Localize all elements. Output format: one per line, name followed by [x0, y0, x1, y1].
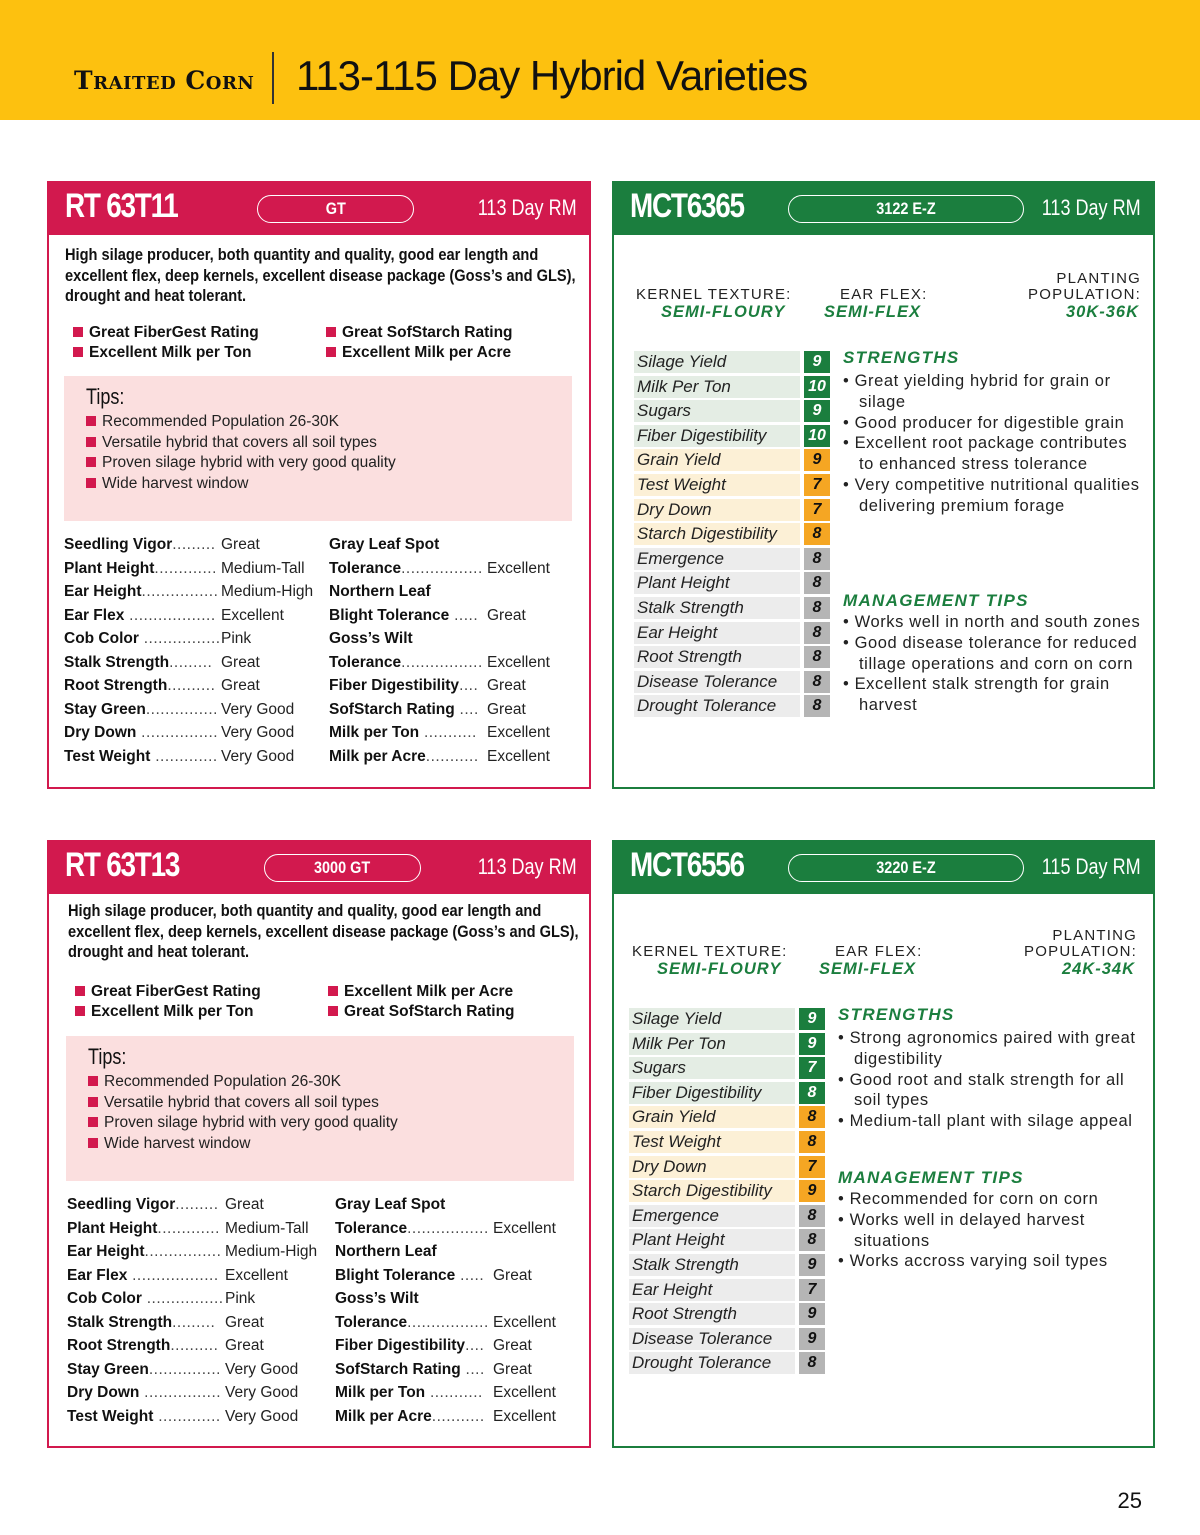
tip-item: Wide harvest window [88, 1134, 398, 1155]
stat-row: Ear Flex .................. Excellent [64, 606, 284, 624]
rating-row [629, 1155, 825, 1180]
bullet-square-icon [326, 327, 336, 337]
stat-row: Stalk Strength......... Great [64, 653, 260, 671]
relative-maturity: 113 Day RM [1042, 195, 1141, 220]
rating-score: 8 [799, 1352, 825, 1374]
kernel-texture-value: SEMI-FLOURY [661, 303, 786, 321]
rating-name: Sugars [634, 400, 800, 422]
rating-score: 8 [804, 548, 830, 570]
stat-row: Dry Down ................ Very Good [67, 1384, 299, 1401]
stat-row: Cob Color ................ Pink [67, 1290, 256, 1307]
bullet-square-icon [328, 1006, 338, 1016]
rating-row [634, 350, 830, 375]
rating-row [629, 1327, 825, 1352]
ratings-table [634, 350, 830, 719]
stat-row: SofStarch Rating .... Great [329, 700, 526, 718]
rating-row [629, 1253, 825, 1278]
feature-list-left [73, 323, 259, 363]
header-band [0, 0, 1200, 120]
rating-name: Plant Height [634, 572, 800, 594]
rating-score: 8 [804, 671, 830, 693]
relative-maturity: 115 Day RM [1042, 854, 1141, 879]
rating-row [634, 448, 830, 473]
rating-score: 7 [804, 474, 830, 496]
rating-name: Disease Tolerance [634, 671, 800, 693]
management-tip-item: • Works well in north and south zones [843, 613, 1141, 631]
bullet-square-icon [73, 347, 83, 357]
rating-score: 9 [799, 1254, 825, 1276]
stat-row: Tolerance................. Excellent [329, 653, 550, 671]
trait-label: 3122 E-Z [876, 199, 936, 218]
strength-item: • Excellent root package contributes to enhanced stress tolerance [843, 434, 1128, 474]
tips-box [64, 376, 572, 521]
ear-flex-value: SEMI-FLEX [824, 303, 922, 321]
management-tips-list [838, 1189, 1143, 1272]
rating-name: Grain Yield [634, 449, 800, 471]
rating-row [634, 399, 830, 424]
ear-flex-label: EAR FLEX: [840, 286, 928, 303]
rating-name: Emergence [629, 1205, 795, 1227]
rating-name: Drought Tolerance [629, 1352, 795, 1374]
stat-row: Milk per Acre........... Excellent [329, 747, 550, 765]
kernel-texture-label: KERNEL TEXTURE: [636, 286, 792, 303]
trait-badge [257, 195, 414, 223]
rating-score: 9 [804, 449, 830, 471]
stat-row: Tolerance................. Excellent [335, 1313, 556, 1331]
management-tip-item: • Works well in delayed harvest situations [838, 1210, 1085, 1250]
bullet-square-icon [86, 457, 96, 467]
rating-score: 7 [799, 1057, 825, 1079]
population-value: 24K-34K [1061, 960, 1135, 978]
hybrid-description: High silage producer, both quantity and quality, good ear length and excellent flex, deep kernels, excellent disease package (Goss’s and GLS), drought and heat tolerant. [68, 901, 579, 961]
feature-item: Great FiberGest Rating [73, 323, 259, 343]
feature-item: Excellent Milk per Acre [326, 343, 513, 363]
rating-score: 7 [799, 1156, 825, 1178]
rating-name: Ear Height [634, 622, 800, 644]
stat-row: SofStarch Rating .... Great [335, 1360, 532, 1378]
rating-row [634, 547, 830, 572]
stat-row: Test Weight ............. Very Good [67, 1407, 299, 1425]
management-tip-item: • Recommended for corn on corn [838, 1190, 1099, 1208]
rating-name: Root Strength [629, 1303, 795, 1325]
management-tips-heading: MANAGEMENT TIPS [843, 591, 1029, 610]
hybrid-name: RT 63T11 [65, 187, 178, 225]
card-rt63t13 [47, 840, 591, 1448]
rating-row [634, 424, 830, 449]
rating-row [634, 522, 830, 547]
rating-name: Emergence [634, 548, 800, 570]
rating-row [634, 473, 830, 498]
rating-row [634, 694, 830, 719]
bullet-square-icon [75, 986, 85, 996]
strength-item: • Very competitive nutritional qualities delivering premium forage [843, 475, 1140, 515]
rating-name: Disease Tolerance [629, 1328, 795, 1350]
tips-box [66, 1036, 574, 1181]
ear-flex-value: SEMI-FLEX [819, 960, 917, 978]
rating-name: Plant Height [629, 1229, 795, 1251]
bullet-square-icon [73, 327, 83, 337]
stat-row: Plant Height............. Medium-Tall [67, 1219, 309, 1237]
tip-item: Wide harvest window [86, 474, 396, 495]
ratings-table [629, 1007, 825, 1376]
trait-label: 3220 E-Z [876, 858, 936, 877]
feature-item: Excellent Milk per Ton [75, 1002, 261, 1022]
tip-item: Proven silage hybrid with very good quality [88, 1113, 398, 1134]
rating-score: 7 [804, 499, 830, 521]
stat-row: Root Strength.......... Great [64, 677, 260, 694]
bullet-square-icon [75, 1006, 85, 1016]
feature-list-right [326, 323, 513, 363]
rating-score: 8 [799, 1229, 825, 1251]
hybrid-name: RT 63T13 [65, 846, 180, 884]
rating-score: 9 [799, 1033, 825, 1055]
rating-row [629, 1007, 825, 1032]
stat-row: Root Strength.......... Great [67, 1337, 264, 1354]
population-label-line2: POPULATION: [1028, 286, 1141, 303]
rating-score: 8 [804, 597, 830, 619]
stat-row: Ear Height................ Medium-High [67, 1243, 318, 1260]
trait-badge [788, 195, 1024, 223]
bullet-square-icon [328, 986, 338, 996]
rating-name: Starch Digestibility [629, 1180, 795, 1202]
stat-row: Fiber Digestibility.... Great [335, 1337, 532, 1354]
rating-name: Stalk Strength [629, 1254, 795, 1276]
strength-item: • Strong agronomics paired with great digestibility [838, 1029, 1136, 1068]
tips-heading: Tips: [88, 1044, 127, 1069]
rating-name: Grain Yield [629, 1106, 795, 1128]
strengths-list [838, 1028, 1143, 1132]
card-header [47, 840, 591, 894]
rating-row [629, 1302, 825, 1327]
rating-score: 9 [799, 1328, 825, 1350]
rating-score: 9 [799, 1180, 825, 1202]
trait-label: GT [325, 199, 346, 218]
bullet-square-icon [88, 1138, 98, 1148]
feature-list-right [328, 982, 515, 1022]
rating-row [629, 1081, 825, 1106]
management-tip-item: • Excellent stalk strength for grain harvest [843, 675, 1110, 715]
stat-row: Blight Tolerance ..... Great [329, 606, 526, 624]
rating-row [629, 1204, 825, 1229]
stats-left [67, 1193, 327, 1428]
rating-row [629, 1351, 825, 1376]
rating-row [629, 1179, 825, 1204]
rating-score: 8 [804, 572, 830, 594]
strength-item: • Good producer for digestible grain [843, 413, 1125, 432]
card-mct6365 [612, 181, 1155, 789]
hybrid-name: MCT6556 [630, 846, 744, 884]
card-mct6556 [612, 840, 1155, 1448]
management-tips-heading: MANAGEMENT TIPS [838, 1168, 1024, 1187]
rating-score: 7 [799, 1279, 825, 1301]
rating-score: 9 [804, 400, 830, 422]
population-label-line1: PLANTING [1056, 270, 1141, 287]
card-header [612, 840, 1155, 894]
rating-name: Dry Down [634, 499, 800, 521]
rating-name: Ear Height [629, 1279, 795, 1301]
stat-row: Dry Down ................ Very Good [64, 724, 295, 741]
kernel-texture-label: KERNEL TEXTURE: [632, 943, 788, 960]
relative-maturity: 113 Day RM [478, 195, 577, 220]
feature-list-left [75, 982, 261, 1022]
rating-score: 8 [804, 695, 830, 717]
rating-name: Starch Digestibility [634, 523, 800, 545]
stat-row: Seedling Vigor......... Great [64, 536, 260, 553]
stat-row: Goss’s Wilt [335, 1290, 419, 1307]
rating-score: 8 [804, 646, 830, 668]
bullet-square-icon [86, 437, 96, 447]
rating-score: 8 [804, 622, 830, 644]
rating-score: 8 [799, 1205, 825, 1227]
management-tip-item: • Works accross varying soil types [838, 1252, 1108, 1271]
stat-row: Stay Green............... Very Good [64, 700, 295, 718]
stat-row: Northern Leaf [329, 583, 431, 600]
population-value: 30K-36K [1065, 303, 1139, 321]
tip-item: Versatile hybrid that covers all soil types [86, 433, 396, 454]
rating-score: 8 [799, 1131, 825, 1153]
management-tip-item: • Good disease tolerance for reduced tillage operations and corn on corn [843, 633, 1138, 673]
strengths-heading: STRENGTHS [843, 348, 960, 367]
card-rt63t11 [47, 181, 591, 789]
rating-row [634, 621, 830, 646]
tip-item: Versatile hybrid that covers all soil types [88, 1093, 398, 1114]
rating-row [634, 375, 830, 400]
rating-score: 10 [804, 376, 830, 398]
stat-row: Ear Flex .................. Excellent [67, 1266, 288, 1284]
rating-name: Milk Per Ton [629, 1033, 795, 1055]
rating-row [629, 1130, 825, 1155]
strength-item: • Good root and stalk strength for all soil types [838, 1070, 1125, 1110]
stat-row: Milk per Ton ........... Excellent [329, 724, 550, 741]
card-header [47, 181, 591, 235]
rating-name: Silage Yield [634, 351, 800, 373]
feature-item: Excellent Milk per Acre [328, 982, 515, 1002]
page-title: 113-115 Day Hybrid Varieties [296, 52, 808, 99]
rating-row [634, 670, 830, 695]
trait-badge [788, 854, 1024, 882]
stat-row: Goss’s Wilt [329, 630, 413, 647]
feature-item: Great SofStarch Rating [326, 323, 513, 343]
feature-item: Great FiberGest Rating [75, 982, 261, 1002]
rating-score: 10 [804, 425, 830, 447]
rating-row [629, 1228, 825, 1253]
rating-score: 9 [799, 1303, 825, 1325]
rating-name: Stalk Strength [634, 597, 800, 619]
bullet-square-icon [86, 478, 96, 488]
trait-badge [264, 854, 421, 882]
rating-name: Dry Down [629, 1156, 795, 1178]
stat-row: Plant Height............. Medium-Tall [64, 559, 305, 577]
header-divider [272, 52, 274, 104]
stats-right [335, 1193, 585, 1428]
tip-item: Recommended Population 26-30K [86, 412, 396, 433]
bullet-square-icon [88, 1117, 98, 1127]
ear-flex-label: EAR FLEX: [835, 943, 923, 960]
rating-name: Milk Per Ton [634, 376, 800, 398]
stat-row: Tolerance................. Excellent [335, 1219, 556, 1237]
tip-item: Proven silage hybrid with very good quality [86, 453, 396, 474]
rating-row [634, 571, 830, 596]
card-header [612, 181, 1155, 235]
stat-row: Test Weight ............. Very Good [64, 747, 295, 765]
rating-row [634, 596, 830, 621]
strength-item: • Great yielding hybrid for grain or silage [843, 372, 1111, 411]
rating-row [634, 645, 830, 670]
population-label-line2: POPULATION: [1024, 943, 1137, 960]
stat-row: Milk per Acre........... Excellent [335, 1407, 556, 1425]
strength-item: • Medium-tall plant with silage appeal [838, 1112, 1133, 1131]
rating-score: 8 [799, 1106, 825, 1128]
stat-row: Stalk Strength......... Great [67, 1313, 264, 1331]
stats-left [64, 533, 324, 768]
bullet-square-icon [326, 347, 336, 357]
tips-list [88, 1072, 398, 1154]
rating-score: 9 [799, 1008, 825, 1030]
tips-list [86, 412, 396, 494]
rating-row [629, 1056, 825, 1081]
tips-heading: Tips: [86, 384, 125, 409]
rating-row [629, 1032, 825, 1057]
rating-score: 8 [799, 1082, 825, 1104]
stat-row: Ear Height................ Medium-High [64, 583, 314, 600]
feature-item: Excellent Milk per Ton [73, 343, 259, 363]
rating-row [634, 498, 830, 523]
trait-label: 3000 GT [314, 858, 371, 877]
hybrid-name: MCT6365 [630, 187, 744, 225]
rating-name: Root Strength [634, 646, 800, 668]
bullet-square-icon [88, 1076, 98, 1086]
stat-row: Blight Tolerance ..... Great [335, 1266, 532, 1284]
section-label: Traited Corn [74, 66, 255, 95]
tip-item: Recommended Population 26-30K [88, 1072, 398, 1093]
rating-score: 8 [804, 523, 830, 545]
kernel-texture-value: SEMI-FLOURY [657, 960, 782, 978]
bullet-square-icon [88, 1097, 98, 1107]
rating-name: Silage Yield [629, 1008, 795, 1030]
stat-row: Cob Color ................ Pink [64, 630, 252, 647]
stat-row: Tolerance................. Excellent [329, 559, 550, 577]
rating-name: Fiber Digestibility [629, 1082, 795, 1104]
management-tips-list [843, 612, 1143, 716]
strengths-list [843, 371, 1143, 517]
feature-item: Great SofStarch Rating [328, 1002, 515, 1022]
stat-row: Fiber Digestibility.... Great [329, 677, 526, 694]
rating-name: Fiber Digestibility [634, 425, 800, 447]
rating-name: Test Weight [634, 474, 800, 496]
stat-row: Stay Green............... Very Good [67, 1360, 299, 1378]
relative-maturity: 113 Day RM [478, 854, 577, 879]
stat-row: Milk per Ton ........... Excellent [335, 1384, 556, 1401]
rating-name: Sugars [629, 1057, 795, 1079]
bullet-square-icon [86, 416, 96, 426]
strengths-heading: STRENGTHS [838, 1005, 955, 1024]
page-number: 25 [1117, 1488, 1142, 1513]
population-label-line1: PLANTING [1052, 927, 1137, 944]
stat-row: Gray Leaf Spot [335, 1196, 446, 1213]
stat-row: Northern Leaf [335, 1243, 437, 1260]
rating-name: Drought Tolerance [634, 695, 800, 717]
rating-row [629, 1105, 825, 1130]
stat-row: Seedling Vigor......... Great [67, 1196, 264, 1213]
rating-name: Test Weight [629, 1131, 795, 1153]
rating-row [629, 1278, 825, 1303]
stat-row: Gray Leaf Spot [329, 536, 440, 553]
hybrid-description: High silage producer, both quantity and quality, good ear length and excellent flex, deep kernels, excellent disease package (Goss’s and GLS), drought and heat tolerant. [65, 245, 576, 305]
stats-right [329, 533, 579, 768]
rating-score: 9 [804, 351, 830, 373]
